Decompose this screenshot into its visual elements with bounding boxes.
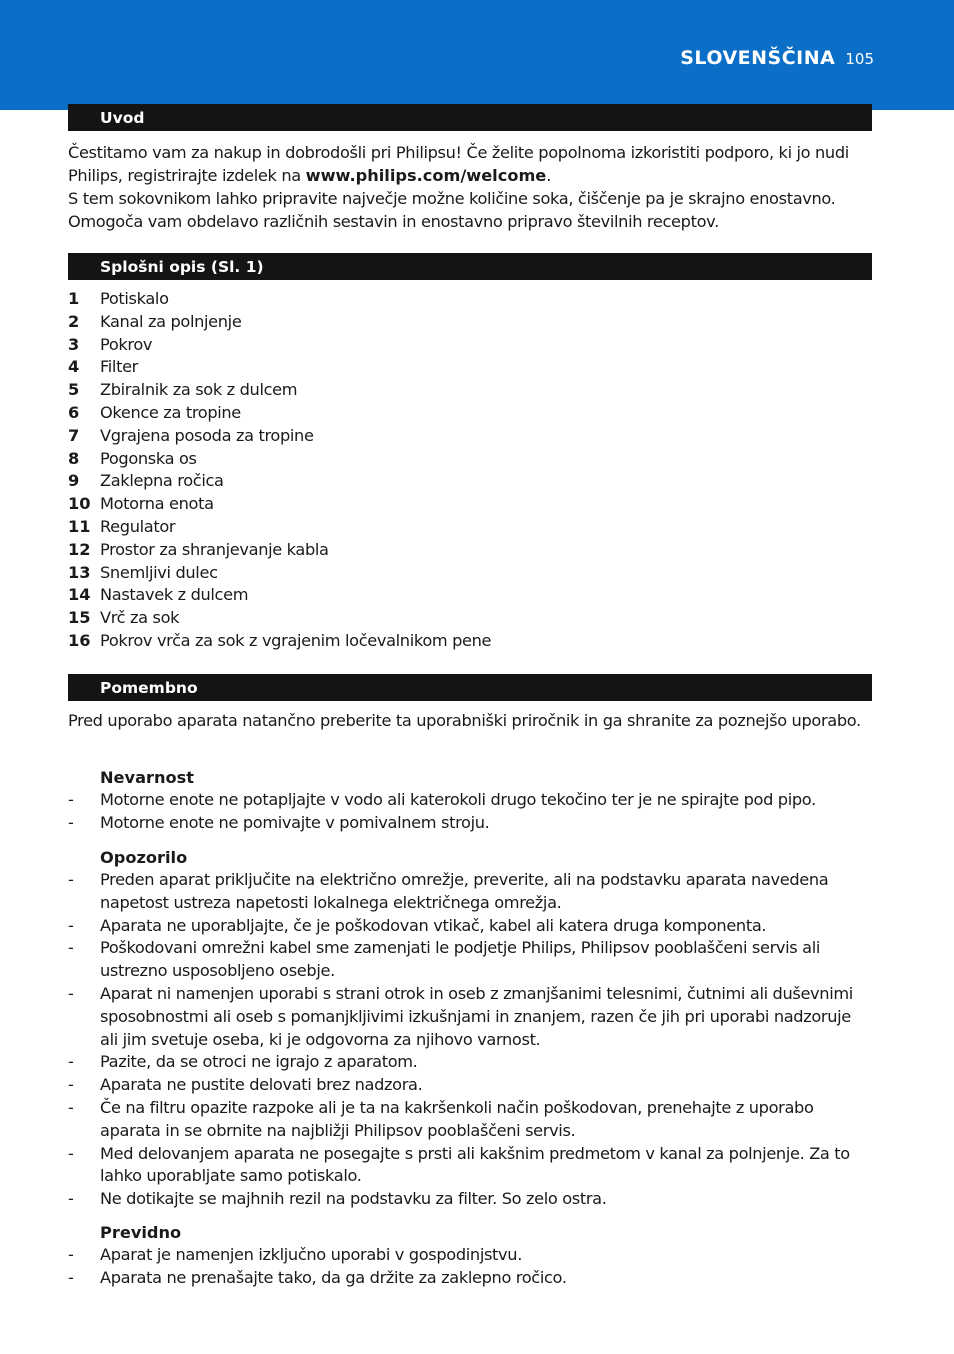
- list-item: [68, 539, 491, 562]
- intro-text-end: .: [546, 166, 552, 185]
- danger-list: [68, 789, 872, 835]
- item-number: 8: [68, 448, 80, 468]
- list-item: [68, 470, 491, 493]
- section-heading-description: Splošni opis (Sl. 1): [68, 253, 872, 280]
- item-label: Regulator: [100, 516, 176, 536]
- section-heading-important: Pomembno: [68, 674, 872, 701]
- section-heading-intro: Uvod: [68, 104, 872, 131]
- list-item: [68, 812, 872, 835]
- item-text: Aparata ne pustite delovati brez nadzora.: [100, 1075, 423, 1095]
- item-text: Motorne enote ne pomivajte v pomivalnem stroju.: [100, 812, 490, 832]
- caution-heading: Previdno: [100, 1223, 182, 1242]
- warning-heading: Opozorilo: [100, 848, 188, 867]
- item-label: Snemljivi dulec: [100, 562, 218, 582]
- item-text: Pazite, da se otroci ne igrajo z aparatom.: [100, 1052, 418, 1072]
- item-number: 5: [68, 380, 80, 400]
- bullet-dash: -: [68, 1245, 74, 1264]
- item-label: Filter: [100, 357, 138, 377]
- list-item: [68, 1143, 872, 1189]
- item-label: Vgrajena posoda za tropine: [100, 425, 314, 445]
- parts-list: [68, 288, 491, 653]
- item-text: Aparat ni namenjen uporabi s strani otrok in oseb z zmanjšanimi telesnimi, čutnimi ali duševnimi sposobnostmi ali oseb s pomanjkljivimi izkušnjami in znanjem, razen če jih pri uporabi nadzoruje ali jim svetuje oseba, ki je odgovorna za njihovo varnost.: [100, 983, 853, 1049]
- intro-text: Čestitamo vam za nakup in dobrodošli pri Philipsu! Če želite popolnoma izkoristiti podporo, ki jo nudi Philips, registrirajte izdelek na: [68, 143, 849, 185]
- item-text: Preden aparat priključite na električno omrežje, preverite, ali na podstavku aparata navedena napetost ustreza napetosti lokalnega električnega omrežja.: [100, 870, 829, 912]
- list-item: [68, 402, 491, 425]
- item-number: 16: [68, 630, 91, 650]
- item-number: 12: [68, 539, 91, 559]
- bullet-dash: -: [68, 915, 74, 935]
- item-label: Prostor za shranjevanje kabla: [100, 539, 329, 559]
- item-text: Poškodovani omrežni kabel sme zamenjati le podjetje Philips, Philipsov pooblaščeni servis ali ustrezno usposobljeno osebje.: [100, 938, 821, 981]
- list-item: [68, 425, 491, 448]
- bullet-dash: -: [68, 1097, 74, 1117]
- list-item: [68, 1097, 872, 1143]
- bullet-dash: -: [68, 983, 74, 1003]
- list-item: [68, 1188, 872, 1211]
- item-label: Pokrov: [100, 334, 153, 354]
- list-item: [68, 516, 491, 539]
- warning-list: [68, 869, 872, 1211]
- bullet-dash: -: [68, 1267, 74, 1287]
- list-item: [68, 1074, 872, 1097]
- list-item: [68, 584, 491, 607]
- list-item: [68, 607, 491, 630]
- list-item: [68, 379, 491, 402]
- item-label: Vrč za sok: [100, 608, 180, 628]
- important-intro: Pred uporabo aparata natančno preberite ta uporabniški priročnik in ga shranite za poznejšo uporabo.: [68, 711, 861, 730]
- item-text: Aparata ne prenašajte tako, da ga držite za zaklepno ročico.: [100, 1267, 567, 1287]
- item-number: 14: [68, 585, 91, 605]
- item-text: Med delovanjem aparata ne posegajte s prsti ali kakšnim predmetom v kanal za polnjenje. Za to lahko uporabljate samo potiskalo.: [100, 1143, 850, 1186]
- item-label: Nastavek z dulcem: [100, 585, 249, 605]
- bullet-dash: -: [68, 812, 74, 832]
- list-item: [68, 1244, 872, 1267]
- item-label: Motorna enota: [100, 494, 214, 514]
- list-item: [68, 448, 491, 471]
- item-label: Okence za tropine: [100, 402, 241, 422]
- language-title: SLOVENŠČINA: [680, 47, 836, 69]
- bullet-dash: -: [68, 1143, 74, 1163]
- bullet-dash: -: [68, 938, 74, 958]
- item-number: 9: [68, 471, 80, 491]
- page-header: [680, 47, 874, 69]
- item-number: 4: [68, 357, 80, 377]
- caution-list: [68, 1244, 872, 1290]
- item-text: Motorne enote ne potapljajte v vodo ali katerokoli drugo tekočino ter je ne spirajte pod pipo.: [100, 790, 816, 809]
- list-item: [68, 915, 872, 938]
- item-label: Pokrov vrča za sok z vgrajenim ločevalnikom pene: [100, 630, 492, 650]
- bullet-dash: -: [68, 1075, 74, 1095]
- list-item: [68, 311, 491, 334]
- bullet-dash: -: [68, 1189, 74, 1209]
- welcome-url: www.philips.com/welcome: [305, 166, 547, 185]
- item-label: Potiskalo: [100, 289, 169, 308]
- item-number: 10: [68, 494, 91, 514]
- item-text: Če na filtru opazite razpoke ali je ta na kakršenkoli način poškodovan, prenehajte z uporabo aparata in se obrnite na najbližji Philipsov pooblaščeni servis.: [100, 1097, 814, 1140]
- item-text: Aparata ne uporabljajte, če je poškodovan vtikač, kabel ali katera druga komponenta.: [100, 915, 767, 935]
- danger-heading: Nevarnost: [100, 768, 195, 787]
- list-item: [68, 356, 491, 379]
- list-item: [68, 869, 872, 915]
- list-item: [68, 562, 491, 585]
- list-item: [68, 630, 491, 653]
- bullet-dash: -: [68, 870, 74, 889]
- intro-paragraph-1: [68, 141, 872, 233]
- item-label: Pogonska os: [100, 448, 197, 468]
- list-item: [68, 1051, 872, 1074]
- list-item: [68, 1267, 872, 1290]
- intro-paragraph-2: S tem sokovnikom lahko pripravite največje možne količine soka, čiščenje pa je skrajno enostavno. Omogoča vam obdelavo različnih sestavin in enostavno pripravo številnih receptov.: [68, 189, 836, 231]
- item-number: 15: [68, 608, 91, 628]
- item-label: Kanal za polnjenje: [100, 311, 242, 331]
- list-item: [68, 789, 872, 812]
- list-item: [68, 334, 491, 357]
- item-number: 3: [68, 334, 80, 354]
- list-item: [68, 937, 872, 983]
- item-label: Zaklepna ročica: [100, 471, 224, 491]
- bullet-dash: -: [68, 790, 74, 809]
- item-number: 1: [68, 289, 80, 308]
- list-item: [68, 983, 872, 1051]
- item-text: Ne dotikajte se majhnih rezil na podstavku za filter. So zelo ostra.: [100, 1189, 607, 1209]
- item-number: 13: [68, 562, 91, 582]
- list-item: [68, 493, 491, 516]
- item-number: 6: [68, 402, 80, 422]
- list-item: [68, 288, 491, 311]
- item-number: 2: [68, 311, 80, 331]
- page-number: 105: [845, 50, 874, 68]
- item-number: 11: [68, 516, 91, 536]
- item-number: 7: [68, 425, 80, 445]
- bullet-dash: -: [68, 1052, 74, 1072]
- item-label: Zbiralnik za sok z dulcem: [100, 380, 298, 400]
- item-text: Aparat je namenjen izključno uporabi v gospodinjstvu.: [100, 1245, 522, 1264]
